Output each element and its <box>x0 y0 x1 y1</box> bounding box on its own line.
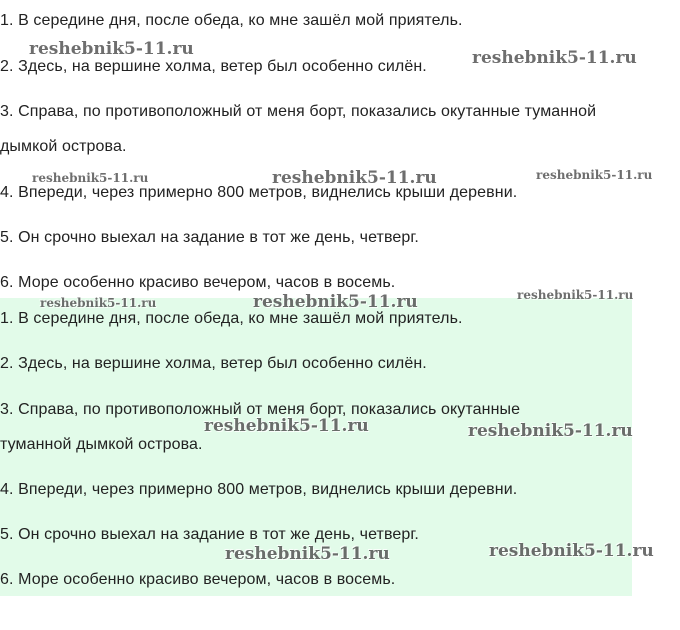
watermark: reshebnik5-11.ru <box>517 288 634 302</box>
task-line-3-cont: дымкой острова. <box>0 138 127 155</box>
watermark: reshebnik5-11.ru <box>272 168 437 188</box>
answer-line-1: 1. В середине дня, после обеда, ко мне зашёл мой приятель. <box>0 310 463 327</box>
watermark: reshebnik5-11.ru <box>29 39 194 59</box>
watermark: reshebnik5-11.ru <box>472 48 637 68</box>
watermark: reshebnik5-11.ru <box>225 544 390 564</box>
watermark: reshebnik5-11.ru <box>204 416 369 436</box>
task-line-5: 5. Он срочно выехал на задание в тот же день, четверг. <box>0 229 419 246</box>
answer-line-2: 2. Здесь, на вершине холма, ветер был особенно силён. <box>0 355 427 372</box>
answer-line-3-cont: туманной дымкой острова. <box>0 436 203 453</box>
task-line-3: 3. Справа, по противоположный от меня борт, показались окутанные туманной <box>0 103 597 120</box>
answer-line-4: 4. Впереди, через примерно 800 метров, виднелись крыши деревни. <box>0 481 518 498</box>
task-line-1: 1. В середине дня, после обеда, ко мне зашёл мой приятель. <box>0 12 463 29</box>
task-line-2: 2. Здесь, на вершине холма, ветер был особенно силён. <box>0 58 427 75</box>
watermark: reshebnik5-11.ru <box>468 421 633 441</box>
answer-line-6: 6. Море особенно красиво вечером, часов в восемь. <box>0 571 396 588</box>
watermark: reshebnik5-11.ru <box>489 541 654 561</box>
task-line-6: 6. Море особенно красиво вечером, часов в восемь. <box>0 274 396 291</box>
watermark: reshebnik5-11.ru <box>253 292 418 312</box>
answer-line-3: 3. Справа, по противоположный от меня борт, показались окутанные <box>0 401 521 418</box>
task-line-4: 4. Впереди, через примерно 800 метров, виднелись крыши деревни. <box>0 184 518 201</box>
answer-line-5: 5. Он срочно выехал на задание в тот же день, четверг. <box>0 526 419 543</box>
watermark: reshebnik5-11.ru <box>32 171 149 185</box>
watermark: reshebnik5-11.ru <box>40 296 157 310</box>
watermark: reshebnik5-11.ru <box>536 168 653 182</box>
